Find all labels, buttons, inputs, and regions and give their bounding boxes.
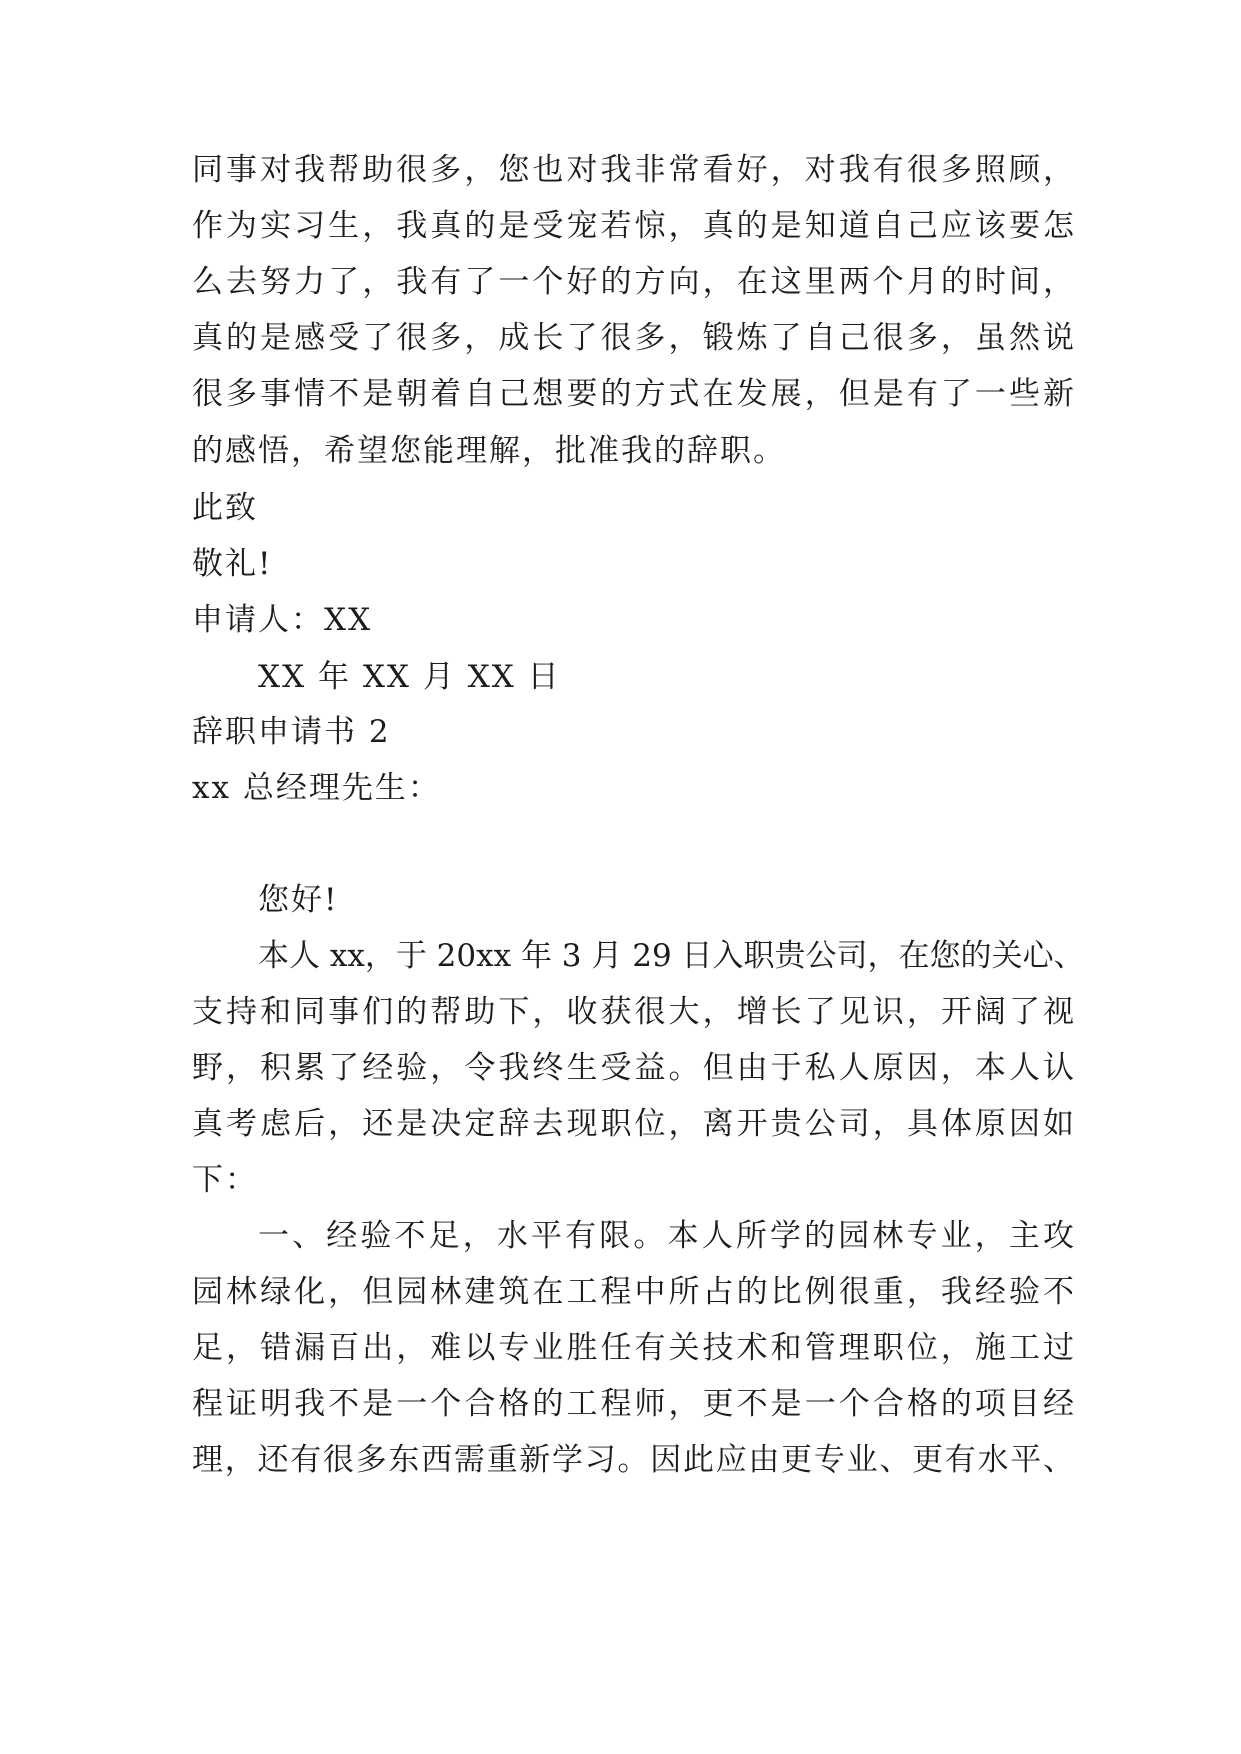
paragraph1-line: 真考虑后，还是决定辞去现职位，离开贵公司，具体原因如: [192, 1106, 1074, 1142]
paragraph1-line: 支持和同事们的帮助下，收获很大，增长了见识，开阔了视: [192, 994, 1074, 1030]
applicant-signature: 申请人：XX: [192, 602, 373, 638]
letter1-body-line: 同事对我帮助很多，您也对我非常看好，对我有很多照顾，: [192, 152, 1074, 188]
paragraph1-line: 野，积累了经验，令我终生受益。但由于私人原因，本人认: [192, 1050, 1074, 1086]
paragraph2-line: 理，还有很多东西需重新学习。因此应由更专业、更有水平、: [192, 1442, 1074, 1478]
closing-line-2: 敬礼!: [192, 546, 273, 582]
paragraph1-line: 本人 xx，于 20xx 年 3 月 29 日入职贵公司，在您的关心、: [258, 938, 1085, 974]
letter2-greeting: 您好!: [258, 882, 339, 918]
paragraph1-line: 下：: [192, 1162, 258, 1198]
letter2-salutation: xx 总经理先生：: [192, 770, 441, 806]
letter-date: XX 年 XX 月 XX 日: [258, 659, 561, 695]
letter1-body-line: 很多事情不是朝着自己想要的方式在发展，但是有了一些新: [192, 376, 1074, 412]
paragraph2-line: 一、经验不足，水平有限。本人所学的园林专业，主攻: [258, 1218, 1074, 1254]
paragraph2-line: 足，错漏百出，难以专业胜任有关技术和管理职位，施工过: [192, 1330, 1074, 1366]
paragraph2-line: 园林绿化，但园林建筑在工程中所占的比例很重，我经验不: [192, 1274, 1074, 1310]
letter1-body-line: 么去努力了，我有了一个好的方向，在这里两个月的时间，: [192, 264, 1074, 300]
letter2-title: 辞职申请书 2: [192, 714, 391, 750]
closing-line-1: 此致: [192, 490, 258, 526]
paragraph2-line: 程证明我不是一个合格的工程师，更不是一个合格的项目经: [192, 1386, 1074, 1422]
letter1-body-line: 的感悟，希望您能理解，批准我的辞职。: [192, 433, 786, 469]
letter1-body-line: 真的是感受了很多，成长了很多，锻炼了自己很多，虽然说: [192, 320, 1074, 356]
letter1-body-line: 作为实习生，我真的是受宠若惊，真的是知道自己应该要怎: [192, 208, 1074, 244]
